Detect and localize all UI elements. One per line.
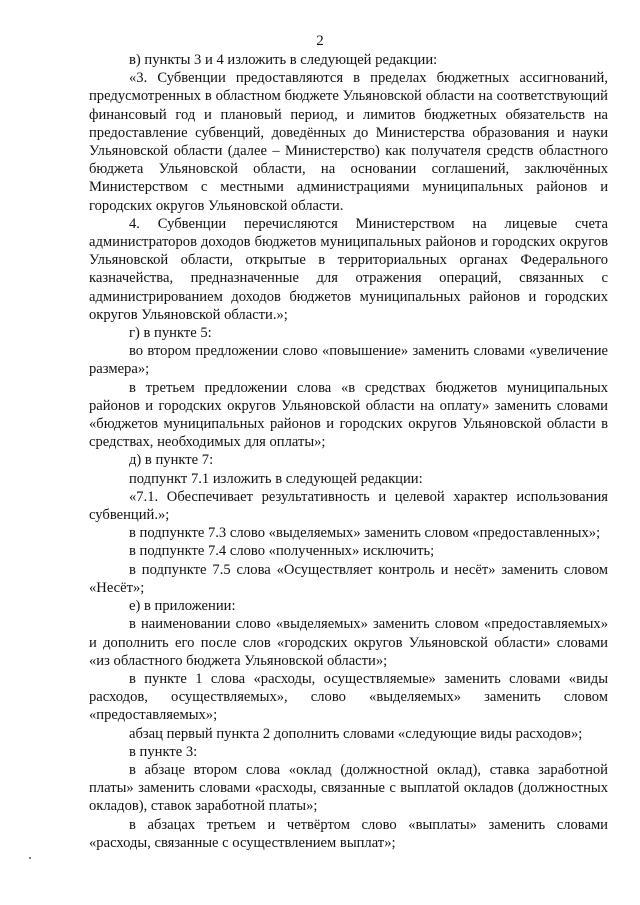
paragraph-third-fourth-change: в абзацах третьем и четвёртом слово «выплаты» заменить словами «расходы, связанные с осуществлением выплат»;: [89, 816, 608, 851]
paragraph-new-point-4: 4. Субвенции перечисляются Министерством на лицевые счета администраторов доходов бюджетов муниципальных районов и городских округов Ульяновской области, открытые в территориальных органах Федерального казначейства, предназначенные для отражения операций, связанных с администрированием доходов бюджетов муниципальных районов и городских округов Ульяновской области.»;: [89, 215, 608, 323]
paragraph-item-e: е) в приложении:: [129, 598, 236, 615]
paragraph-subitem-7-5: в подпункте 7.5 слова «Осуществляет контроль и несёт» заменить словом «Несёт»;: [89, 561, 608, 596]
paragraph-appendix-point-2: абзац первый пункта 2 дополнить словами «следующие виды расходов»;: [129, 725, 583, 742]
paragraph-appendix-point-1: в пункте 1 слова «расходы, осуществляемые» заменить словами «виды расходов, осуществляемых», слово «выделяемых» заменить словом «предоставляемых»;: [89, 670, 608, 724]
scan-speck: [29, 857, 31, 859]
document-body: [89, 51, 608, 852]
page-number: 2: [316, 33, 324, 49]
paragraph-item-v: в) пункты 3 и 4 изложить в следующей редакции:: [129, 52, 438, 68]
paragraph-third-sentence: в третьем предложении слова «в средствах бюджетов муниципальных районов и городских округов Ульяновской области на оплату» заменить словами «бюджетов муниципальных районов и городских округов Ульяновской области в средствах, необходимых для оплаты»;: [89, 379, 608, 451]
paragraph-subitem-7-1: подпункт 7.1 изложить в следующей редакции:: [129, 470, 423, 487]
paragraph-second-sentence: во втором предложении слово «повышение» заменить словами «увеличение размера»;: [89, 343, 608, 378]
paragraph-subitem-7-4: в подпункте 7.4 слово «полученных» исключить;: [129, 543, 435, 560]
paragraph-item-g: г) в пункте 5:: [129, 325, 212, 342]
paragraph-new-point-3: «3. Субвенции предоставляются в пределах бюджетных ассигнований, предусмотренных в областном бюджете Ульяновской области на соответствующий финансовый год и плановый период, и лимитов бюджетных обязательств на предоставление субвенций, доведённых до Министерства образования и науки Ульяновской области (далее – Министерство) как получателя средств областного бюджета Ульяновской области, на основании соглашений, заключённых Министерством с местными администрациями муниципальных районов и городских округов Ульяновской области.: [89, 70, 608, 214]
paragraph-new-subitem-7-1: «7.1. Обеспечивает результативность и целевой характер использования субвенций.»;: [89, 488, 608, 524]
paragraph-item-d: д) в пункте 7:: [129, 452, 214, 469]
paragraph-second-paragraph-change: в абзаце втором слова «оклад (должностной оклад), ставка заработной платы» заменить словами «расходы, связанные с выплатой окладов (должностных окладов), ставок заработной платы»;: [89, 761, 608, 815]
paragraph-appendix-title: в наименовании слово «выделяемых» заменить словом «предоставляемых» и дополнить его после слов «городских округов Ульяновской области» словами «из областного бюджета Ульяновской области»;: [89, 616, 608, 669]
paragraph-subitem-7-3: в подпункте 7.3 слово «выделяемых» заменить словом «предоставленных»;: [129, 525, 601, 542]
paragraph-appendix-point-3: в пункте 3:: [129, 743, 198, 760]
